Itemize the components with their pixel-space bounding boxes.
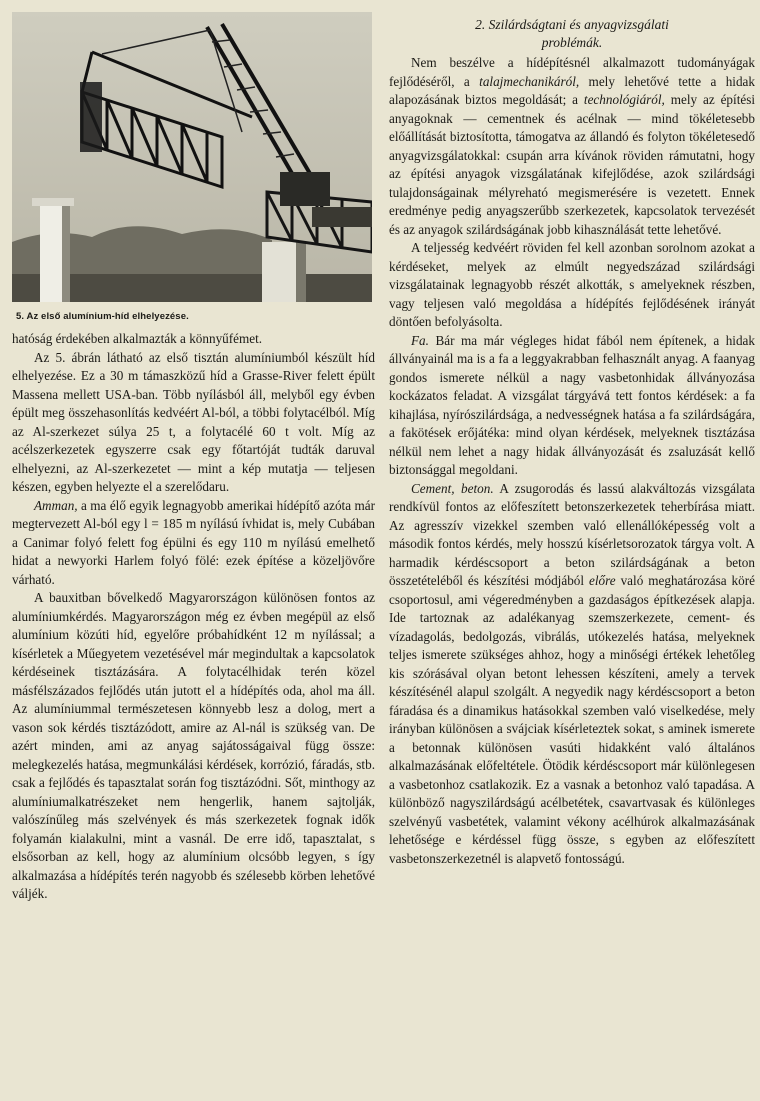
paragraph (389, 332, 755, 480)
paragraph: hatóság érdekében alkalmazták a könnyűfémet. (12, 331, 263, 346)
left-column (12, 330, 375, 904)
paragraph (389, 54, 755, 239)
text-run: Nem beszélve a hídépítésnél alkalmazott tudományágak fejlődéséről, a (389, 55, 755, 89)
emphasis: előre (589, 573, 616, 588)
paragraph (12, 497, 375, 590)
bridge-photo-illustration (12, 12, 372, 302)
section-heading-line1: 2. Szilárdságtani és anyagvizsgálati (475, 17, 669, 32)
emphasis: technológiáról, (583, 92, 665, 107)
paragraph: A teljesség kedvéért röviden fel kell azonban sorolnom azokat a kérdéseket, melyek az elmúlt negyedszázad szilárdsági vizsgálatainak legnagyobb részét alkották, s amelyeknek részben, vagy teljesen való megoldása a hídépítés fejlődésének irányát döntően befolyásolta. (389, 240, 755, 329)
paragraph-body: a ma élő egyik legnagyobb amerikai hídépítő azóta már megtervezett Al-ból egy l = 185 m nyílású ívhidat is, mely Cubában a Canimar folyó felett fog épülni és egy 110 m nyílású emelhető hidat a newyorki Harlem folyó fölé: ezek építése a közeljövőre várható. (12, 497, 375, 587)
figure-caption: 5. Az első alumínium-híd elhelyezése. (16, 311, 189, 322)
paragraph-lead: Fa. (411, 332, 429, 348)
section-heading-line2: problémák. (541, 35, 603, 50)
emphasis: talajmechanikáról, (479, 73, 580, 89)
text-run: mely lehetővé tette a hidak alapozásának biztos megoldását; a (389, 73, 755, 107)
text-run: mely az építési anyagoknak — cementnek és acélnak — mind tökéletesebb előállítását biztosította, támogatva az állandó és folyton tökéletesedő anyagvizsgálatokkal: csupán arra kívánok röviden rámutatni, hogy az építési anyagok vizsgálatának kifejlődése, azok szilárdsági tulajdonságainak mélyreható megismerésére is vezetett. Ennek eredménye pedig anyagszerűbb szerkezetek, kapcsolatok tervezését és az anyagok szilárdságának jobb kihasználását tette lehetővé. (389, 92, 756, 237)
section-heading (389, 16, 755, 52)
paragraph (389, 480, 755, 869)
paragraph: Az 5. ábrán látható az első tisztán alumíniumból készült híd elhelyezése. Ez a 30 m támaszközű híd a Grasse-River felett épült Massena mellett USA-ban. Több nyílásból áll, melyből egy évben épült meg összehasonlítás kedvéért Al-ból, a többi folytacélból. Míg az Al-szerkezet súlya 25 t, a folytacélé 60 t volt. Míg az acélszerkezetek egyszerre csak egy főtartóját tudták daruval elhelyezni, az Al-szerkezetet — mint a kép mutatja — teljesen készen, egyben helyezte el a szerelődaru. (12, 349, 375, 494)
paragraph-body: Bár ma már végleges hidat fából nem építenek, a hidak állványainál ma is a fa a leggyakrabban felhasznált anyag. A faanyag gondos ismerete nélkül a nagy vasbetonhidak állványozása kockázatos feladat. A vizsgálat tárgyává tett fontos kérdések: a fa kihajlása, nyírószilárdsága, a nedvességnek hatása a fa szilárdságára, a fakötések erőjátéka: mind olyan kérdések, melyeknek tisztázása nélkül nem lehet a nagy hidak állványozását és zsaluzását kellő biztonsággal megoldani. (389, 332, 755, 477)
text-run: való meghatározása köré csoportosul, ami végeredményben a gazdaságos építkezések alapja. Ide tartoznak az adalékanyag szemszerkezete, cement- és vízadagolás, bedolgozás, vibrálás, utókezelés hatása, melyeknek teljes ismerete szükséges ahhoz, hogy a minőségi értékek lehetőleg kis szórásával olyan betont lehessen készíteni, amely a tervek készítésénél alapul szolgált. A negyedik nagy kérdéscsoport a beton fáradása és a dinamikus hatásokkal szemben való viselkedése, mely irányban különösen a svájciak kísérleteztek sokat, s aminek ismerete a betonnak különösen vasúti hidakként való általános alkalmazásának előfeltétele. Ötödik kérdéscsoport már különlegesen a vasbetonhoz csatlakozik. Ez a vasnak a betonhoz való tapadása. A különböző nagyszilárdságú acélbetétek, csavartvasak és különleges szelvényű vasbetétek, valamint vékony acélhúrok alkalmazásának lehetősége e kérdéssel függ össze, s egyben az előfeszített vasbetonszerkezetnél is alapvető fontosságú. (389, 573, 755, 866)
paragraph: A bauxitban bővelkedő Magyarországon különösen fontos az alumíniumkérdés. Magyarországon még ez évben megépül az első alumínium közúti híd, egyelőre próbahídként 12 m nyílással; a kísérletek a Műegyetem vezetésével már megindultak a kapcsolatok kérdéseinek tisztázására. A folytacélhidak terén közel másfélszázados fejlődés után jutott el a hídépítés oda, ahol ma áll. Az alumíniummal természetesen könnyebb lesz a dolog, mert a vason sok kérdés tisztázódott, amire az Al-nál is szükség van. De azért minden, ami az anyag sajátosságaival függ össze: melegkezelés hatása, megmunkálási kérdések, korrózió, fáradás, stb. csak a fejlődés és tapasztalat során fog tisztázódni. Sőt, minthogy az alumíniumalkatrészeket nem hengerlik, hanem sajtolják, valószínűleg más szelvények és más szerkezetek fognak idők folyamán kialakulni, mint a vasnál. De erre idő, tapasztalat, s elsősorban az kell, hogy az alumínium olcsóbb legyen, s így alkalmazása a hídépítés terén nagyobb és szélesebb körben lehetővé váljék. (12, 590, 375, 901)
right-column (389, 16, 755, 868)
paragraph-lead: Cement, beton. (411, 480, 494, 496)
paragraph-lead: Amman, (34, 497, 78, 513)
bridge-photo (12, 12, 372, 302)
text-run: A zsugorodás és lassú alakváltozás vizsgálata rendkívül fontos az előfeszített betonszerkezetek teherbírása miatt. Az agresszív vizekkel szemben való ellenállóképesség volt a második fontos kérdés, mely hosszú kísérletsorozatok tárgya volt. A harmadik kérdéscsoport a beton szilárdságának a beton összetételéből és készítési módjából (389, 480, 755, 588)
